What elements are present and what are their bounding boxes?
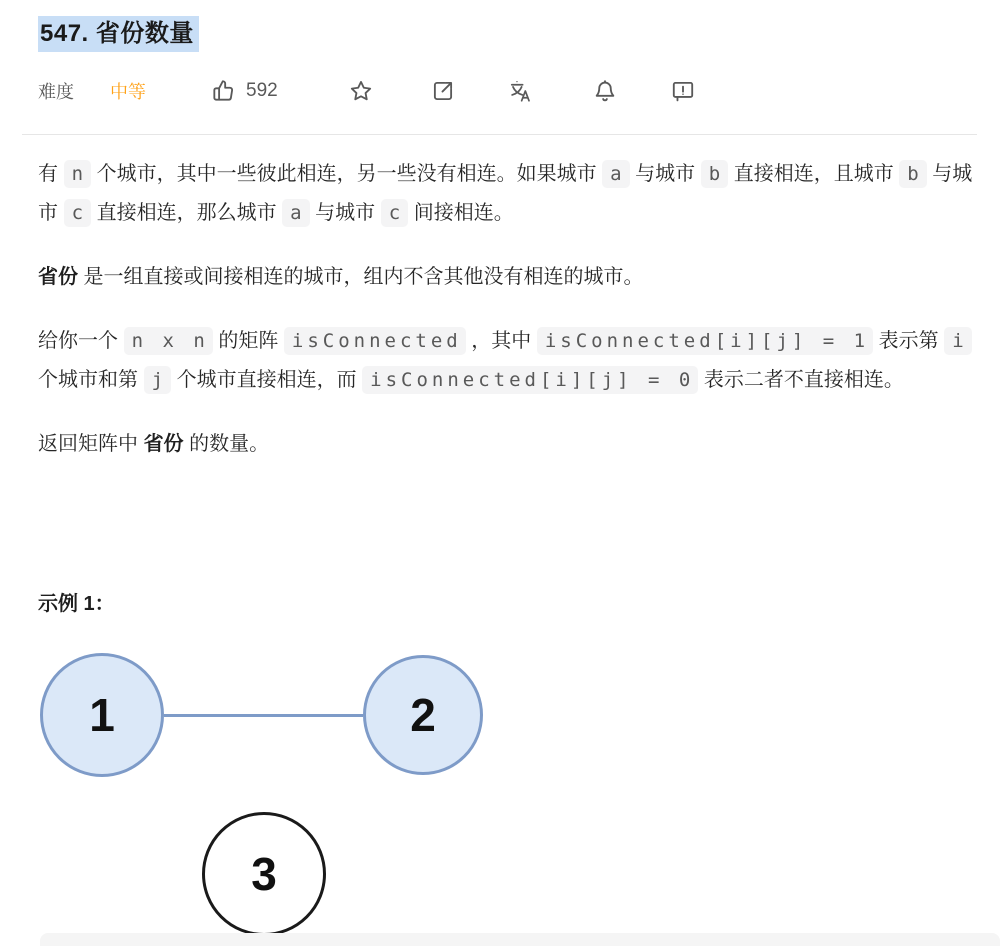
problem-title [38, 12, 199, 49]
text-run: 与城市 [38, 163, 973, 224]
divider [22, 134, 977, 135]
inline-code: isConnected[i][j] = 1 [537, 327, 873, 355]
bell-icon [592, 78, 618, 104]
inline-code: a [602, 160, 629, 188]
like-button[interactable] [210, 76, 278, 106]
difficulty-badge[interactable]: 中等 [110, 82, 146, 102]
inline-code: c [64, 199, 91, 227]
bold-text: 省份 [143, 433, 184, 455]
difficulty-label: 难度 [38, 82, 74, 102]
inline-code: isConnected[i][j] = 0 [362, 366, 698, 394]
inline-code: b [899, 160, 926, 188]
inline-code: n [64, 160, 91, 188]
text-run: 间接相连。 [408, 202, 514, 224]
text-run: 与城市 [629, 163, 701, 185]
thumbs-up-icon [210, 78, 236, 104]
toolbar [0, 76, 1000, 106]
graph-node-label: 2 [410, 689, 436, 741]
text-run: 表示二者不直接相连。 [698, 369, 904, 391]
translate-button[interactable] [508, 76, 534, 106]
graph-node-label: 3 [251, 848, 277, 900]
like-count: 592 [246, 80, 278, 101]
text-run: 与城市 [309, 202, 381, 224]
problem-title-text: 547. 省份数量 [38, 16, 199, 52]
star-icon [348, 78, 374, 104]
text-run: 个城市，其中一些彼此相连，另一些没有相连。如果城市 [91, 163, 603, 185]
favorite-button[interactable] [348, 76, 374, 106]
graph-node-3 [202, 812, 326, 936]
text-run: 的数量。 [183, 433, 270, 455]
inline-code: a [282, 199, 309, 227]
text-run: 给你一个 [38, 330, 124, 352]
bold-text: 省份 [38, 266, 78, 288]
translate-icon [508, 78, 534, 104]
graph-node-label: 1 [89, 689, 115, 741]
text-run: 个城市直接相连，而 [171, 369, 363, 391]
text-run: 返回矩阵中 [38, 433, 144, 455]
text-run: ，其中 [465, 330, 537, 352]
description-paragraph [38, 155, 977, 233]
example-code-block [40, 933, 1000, 946]
inline-code: b [701, 160, 728, 188]
share-button[interactable] [430, 76, 456, 106]
inline-code: c [381, 199, 408, 227]
text-run: 个城市和第 [38, 369, 144, 391]
graph-node-2 [363, 655, 483, 775]
description-paragraph [38, 258, 977, 297]
example-label: 示例 1： [38, 593, 115, 615]
notifications-button[interactable] [592, 76, 618, 106]
feedback-button[interactable] [670, 76, 696, 106]
text-run: 表示第 [873, 330, 945, 352]
graph-edge-1-2 [164, 714, 363, 717]
problem-description [38, 155, 977, 489]
text-run: 有 [38, 163, 64, 185]
description-paragraph [38, 425, 977, 464]
text-run: 直接相连，且城市 [728, 163, 900, 185]
text-run: 直接相连，那么城市 [91, 202, 283, 224]
description-paragraph [38, 322, 977, 400]
text-run: 是一组直接或间接相连的城市，组内不含其他没有相连的城市。 [78, 266, 644, 288]
inline-code: i [944, 327, 971, 355]
graph-node-1 [40, 653, 164, 777]
share-icon [430, 78, 456, 104]
text-run: 的矩阵 [212, 330, 284, 352]
inline-code: j [144, 366, 171, 394]
inline-code: isConnected [284, 327, 466, 355]
inline-code: n x n [124, 327, 213, 355]
feedback-icon [670, 78, 696, 104]
